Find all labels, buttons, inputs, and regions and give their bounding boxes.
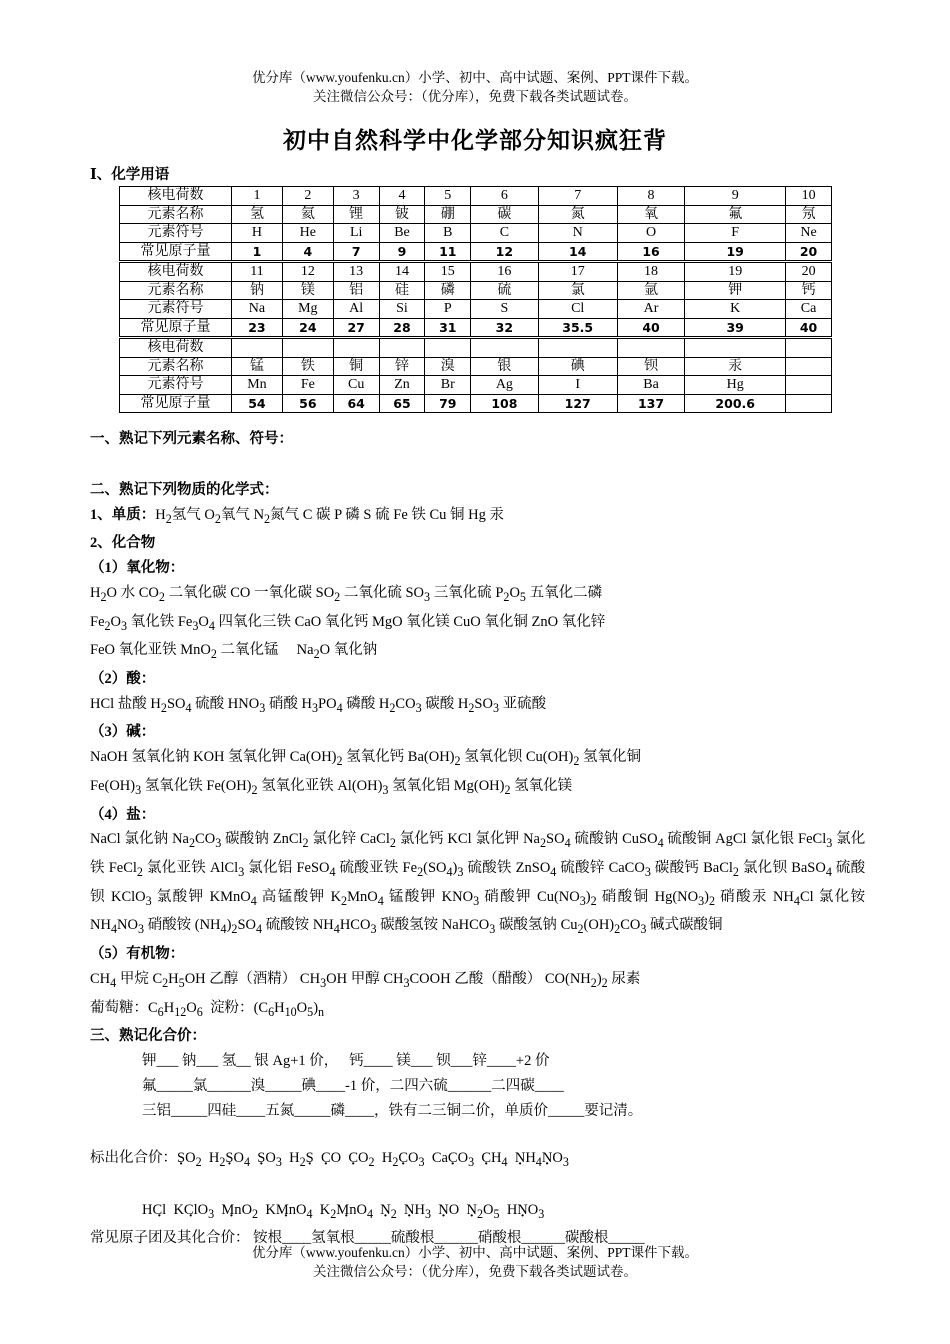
table-cell: 28 bbox=[379, 318, 425, 338]
table-cell: 钡 bbox=[617, 357, 684, 376]
table-cell: 锌 bbox=[379, 357, 425, 376]
table-cell bbox=[786, 338, 832, 358]
oxides-line-2: $Fe_2O_3$ 氧化铁 $Fe_3O_4$ 四氧化三铁 CaO 氧化钙 MgO 氧化镁 CuO 氧化铜 ZnO 氧化锌 bbox=[90, 613, 606, 633]
section-2-heading: 二、熟记下列物质的化学式： bbox=[90, 481, 279, 498]
table-cell: 4 bbox=[379, 187, 425, 206]
table-cell bbox=[333, 338, 379, 358]
footer-line-2: 关注微信公众号：（优分库），免费下载各类试题试卷。 bbox=[313, 1264, 637, 1279]
table-cell bbox=[685, 338, 786, 358]
table-cell: 溴 bbox=[425, 357, 471, 376]
table-cell bbox=[471, 338, 538, 358]
table-cell: Na bbox=[232, 300, 283, 319]
oxides-heading: （1）氧化物： bbox=[90, 560, 185, 577]
element-table-weight-row bbox=[120, 318, 832, 338]
table-cell: Cu bbox=[333, 376, 379, 395]
table-cell: 20 bbox=[786, 242, 832, 262]
table-cell: 18 bbox=[617, 262, 684, 282]
table-cell: 32 bbox=[471, 318, 538, 338]
table-cell: S bbox=[471, 300, 538, 319]
table-cell: 硅 bbox=[379, 281, 425, 300]
table-cell: F bbox=[685, 224, 786, 243]
table-cell: H bbox=[232, 224, 283, 243]
table-cell: Si bbox=[379, 300, 425, 319]
table-cell: Hg bbox=[685, 376, 786, 395]
organics-line-2: 葡萄糖：$C_6H_{12}O_6$ 淀粉：$(C_6H_{10}O_5)_n$ bbox=[90, 999, 325, 1019]
bases-line-2: $Fe(OH)_3$ 氢氧化铁 $Fe(OH)_2$ 氢氧化亚铁 $Al(OH)_3$ 氢氧化铝 $Mg(OH)_2$ 氢氧化镁 bbox=[90, 777, 573, 797]
table-cell: 氖 bbox=[786, 205, 832, 224]
table-cell: 锰 bbox=[232, 357, 283, 376]
table-cell: 16 bbox=[617, 242, 684, 262]
page-title: 初中自然科学中化学部分知识疯狂背 bbox=[283, 128, 667, 153]
table-cell: 2 bbox=[282, 187, 333, 206]
table-cell: 镁 bbox=[282, 281, 333, 300]
mark-valence-line-1: 标出化合价：$S \cdot O_2$ $H_2S \cdot O_4$ $S \cdot O_3$ $H_2S \cdot C \cdot O$ $C \cdot O_2$ $H_2C \cdot O_3$ CaC $\cdot O_3$ $C \cdot H_4$ $N \cdot H_4N \cdot O_3$ bbox=[90, 1146, 865, 1175]
table-cell: 15 bbox=[425, 262, 471, 282]
table-cell: Ag bbox=[471, 376, 538, 395]
table-cell: 14 bbox=[538, 242, 617, 262]
table-cell: 汞 bbox=[685, 357, 786, 376]
header-line-2: 关注微信公众号：（优分库），免费下载各类试题试卷。 bbox=[313, 89, 637, 104]
element-table-symbol-row bbox=[120, 376, 832, 395]
table-cell: Be bbox=[379, 224, 425, 243]
compounds-heading: 2、化合物 bbox=[90, 535, 156, 552]
table-cell bbox=[282, 338, 333, 358]
table-cell: P bbox=[425, 300, 471, 319]
table-cell: Mg bbox=[282, 300, 333, 319]
oxides-line-1: $H_2O$ 水 $CO_2$ 二氧化碳 CO 一氧化碳 $SO_2$ 二氧化硫 $SO_3$ 三氧化硫 $P_2O_5$ 五氧化二磷 bbox=[90, 584, 603, 604]
table-cell: 6 bbox=[471, 187, 538, 206]
table-cell: 锂 bbox=[333, 205, 379, 224]
table-cell bbox=[786, 394, 832, 413]
table-cell: 氩 bbox=[617, 281, 684, 300]
valence-rhyme-line-2: 氟_____氯______溴_____碘____-1 价，二四六硫______二四碳____ bbox=[142, 1077, 564, 1094]
table-cell: 31 bbox=[425, 318, 471, 338]
mark-valence-line-2: HCl · KCl $\cdot O_3$ $Mn \cdot O_2$ KMn $\cdot O_4$ $K_2Mn \cdot O_4$ $N \cdot_2$ $N \cdot H_3$ N ·O $N \cdot_2O_5$ HN $\cdot O_3$ bbox=[90, 1198, 865, 1227]
valence-rhyme-line-1: 钾___ 钠___ 氢__ 银 Ag+1 价， 钙____ 镁___ 钡___锌____+2 价 bbox=[142, 1053, 550, 1070]
table-cell: 40 bbox=[617, 318, 684, 338]
table-cell: 硫 bbox=[471, 281, 538, 300]
page-header bbox=[0, 68, 950, 106]
table-cell: 氮 bbox=[538, 205, 617, 224]
acids-line: HCl 盐酸 $H_2SO_4$ 硫酸 $HNO_3$ 硝酸 $H_3PO_4$ 磷酸 $H_2CO_3$ 碳酸 $H_2SO_3$ 亚硫酸 bbox=[90, 695, 547, 715]
table-cell bbox=[786, 376, 832, 395]
table-cell: Ca bbox=[786, 300, 832, 319]
table-cell: 钙 bbox=[786, 281, 832, 300]
table-cell: O bbox=[617, 224, 684, 243]
table-cell: 11 bbox=[232, 262, 283, 282]
table-cell: 铝 bbox=[333, 281, 379, 300]
table-cell: 4 bbox=[282, 242, 333, 262]
table-cell: 铍 bbox=[379, 205, 425, 224]
row-label: 常见原子量 bbox=[120, 242, 232, 262]
footer-line-1: 优分库（www.youfenku.cn）小学、初中、高中试题、案例、PPT课件下载。 bbox=[251, 1245, 699, 1260]
table-cell: 钾 bbox=[685, 281, 786, 300]
table-cell: 3 bbox=[333, 187, 379, 206]
row-label: 元素符号 bbox=[120, 224, 232, 243]
section-1-heading: 一、熟记下列元素名称、符号： bbox=[90, 431, 293, 447]
table-cell: 碘 bbox=[538, 357, 617, 376]
table-cell: 1 bbox=[232, 187, 283, 206]
table-cell: 27 bbox=[333, 318, 379, 338]
page-footer bbox=[0, 1243, 950, 1281]
acids-heading: （2）酸： bbox=[90, 670, 156, 687]
element-table-name-row bbox=[120, 281, 832, 300]
row-label: 核电荷数 bbox=[120, 338, 232, 358]
salts-paragraph: NaCl 氯化钠 $Na_2CO_3$ 碳酸钠 ZnCl$_2$ 氯化锌 CaCl$_2$ 氯化钙 KCl 氯化钾 $Na_2SO_4$ 硫酸钠 CuSO$_4$ 硫酸铜 AgCl 氯化银 FeCl$_3$ 氯化铁 FeCl$_2$ 氯化亚铁 AlCl$_3$ 氯化铝 FeSO$_4$ 硫酸亚铁 $Fe_2(SO_4)_3$ 硫酸铁 ZnSO$_4$ 硫酸锌 CaCO$_3$ 碳酸钙 BaCl$_2$ 氯化钡 BaSO$_4$ 硫酸钡 KClO$_3$ 氯酸钾 KMnO$_4$ 高锰酸钾 $K_2MnO_4$ 锰酸钾 $KNO_3$ 硝酸钾 $Cu(NO_3)_2$ 硝酸铜 $Hg(NO_3)_2$ 硝酸汞 $NH_4Cl$ 氯化铵 $NH_4NO_3$ 硝酸铵 $(NH_4)_2SO_4$ 硫酸铵 $NH_4HCO_3$ 碳酸氢铵 NaHCO$_3$ 碳酸氢钠 $Cu_2(OH)_2CO_3$ 碱式碳酸铜 bbox=[90, 831, 866, 937]
table-cell: 108 bbox=[471, 394, 538, 413]
element-table-weight-row bbox=[120, 242, 832, 262]
oxides-line-3: FeO 氧化亚铁 MnO$_2$ 二氧化锰 $Na_2O$ 氧化钠 bbox=[90, 642, 378, 662]
table-cell: 35.5 bbox=[538, 318, 617, 338]
table-cell: 银 bbox=[471, 357, 538, 376]
table-cell bbox=[379, 338, 425, 358]
table-cell: 137 bbox=[617, 394, 684, 413]
element-table-charge-row bbox=[120, 338, 832, 358]
table-cell: 1 bbox=[232, 242, 283, 262]
table-cell: 10 bbox=[786, 187, 832, 206]
valence-rhyme-line-3: 三铝_____四硅____五氮_____磷____，铁有二三铜二价，单质价_____要记清。 bbox=[142, 1102, 643, 1119]
table-cell: Ne bbox=[786, 224, 832, 243]
table-cell: Cl bbox=[538, 300, 617, 319]
table-cell: 9 bbox=[379, 242, 425, 262]
table-cell: 磷 bbox=[425, 281, 471, 300]
element-table-weight-row bbox=[120, 394, 832, 413]
radicals-line: 常见原子团及其化合价： 铵根____氢氧根_____硫酸根______硝酸根______碳酸根_____ bbox=[90, 1229, 645, 1246]
bases-heading: （3）碱： bbox=[90, 724, 156, 741]
row-label: 元素符号 bbox=[120, 300, 232, 319]
table-cell: 9 bbox=[685, 187, 786, 206]
header-line-1: 优分库（www.youfenku.cn）小学、初中、高中试题、案例、PPT课件下载。 bbox=[251, 70, 699, 85]
table-cell: 20 bbox=[786, 262, 832, 282]
table-cell: 8 bbox=[617, 187, 684, 206]
bases-line-1: NaOH 氢氧化钠 KOH 氢氧化钾 $Ca(OH)_2$ 氢氧化钙 $Ba(OH)_2$ 氢氧化钡 $Cu(OH)_2$ 氢氧化铜 bbox=[90, 749, 642, 769]
table-cell: I bbox=[538, 376, 617, 395]
table-cell bbox=[786, 357, 832, 376]
table-cell: 12 bbox=[282, 262, 333, 282]
table-cell: Fe bbox=[282, 376, 333, 395]
row-label: 核电荷数 bbox=[120, 262, 232, 282]
table-cell: 14 bbox=[379, 262, 425, 282]
organics-heading: （5）有机物： bbox=[90, 946, 185, 963]
table-cell: 16 bbox=[471, 262, 538, 282]
table-cell: C bbox=[471, 224, 538, 243]
element-table-symbol-row bbox=[120, 300, 832, 319]
table-cell: 54 bbox=[232, 394, 283, 413]
row-label: 核电荷数 bbox=[120, 187, 232, 206]
table-cell: Mn bbox=[232, 376, 283, 395]
table-cell bbox=[232, 338, 283, 358]
element-table bbox=[119, 186, 832, 413]
table-cell: 5 bbox=[425, 187, 471, 206]
organics-line-1: $CH_4$ 甲烷 $C_2H_5OH$ 乙醇（酒精） $CH_3OH$ 甲醇 $CH_3COOH$ 乙酸（醋酸） $CO(NH_2)_2$ 尿素 bbox=[90, 970, 641, 990]
table-cell: 硼 bbox=[425, 205, 471, 224]
row-label: 常见原子量 bbox=[120, 394, 232, 413]
table-cell: 19 bbox=[685, 262, 786, 282]
table-cell: 56 bbox=[282, 394, 333, 413]
table-cell: 39 bbox=[685, 318, 786, 338]
table-cell: 64 bbox=[333, 394, 379, 413]
table-cell: 11 bbox=[425, 242, 471, 262]
element-table-name-row bbox=[120, 205, 832, 224]
table-cell: 氯 bbox=[538, 281, 617, 300]
element-table-charge-row bbox=[120, 262, 832, 282]
table-cell: 铁 bbox=[282, 357, 333, 376]
table-cell: 氦 bbox=[282, 205, 333, 224]
table-cell: 40 bbox=[786, 318, 832, 338]
table-cell: Br bbox=[425, 376, 471, 395]
table-cell: 铜 bbox=[333, 357, 379, 376]
table-cell: 17 bbox=[538, 262, 617, 282]
table-cell: 19 bbox=[685, 242, 786, 262]
elements-line: 1、单质：$H_2$氢气 $O_2$氧气 $N_2$氮气 C 碳 P 磷 S 硫 Fe 铁 Cu 铜 Hg 汞 bbox=[90, 506, 505, 526]
salts-heading: （4）盐： bbox=[90, 806, 156, 823]
table-cell: 氧 bbox=[617, 205, 684, 224]
element-table-symbol-row bbox=[120, 224, 832, 243]
section-chem-terms: Ⅰ、化学用语 bbox=[90, 167, 170, 183]
table-cell: He bbox=[282, 224, 333, 243]
element-table-name-row bbox=[120, 357, 832, 376]
table-cell: 氢 bbox=[232, 205, 283, 224]
section-3-heading: 三、熟记化合价： bbox=[90, 1028, 206, 1045]
row-label: 元素名称 bbox=[120, 357, 232, 376]
table-cell: 65 bbox=[379, 394, 425, 413]
table-cell: 钠 bbox=[232, 281, 283, 300]
table-cell: Ar bbox=[617, 300, 684, 319]
table-cell: 碳 bbox=[471, 205, 538, 224]
table-cell: N bbox=[538, 224, 617, 243]
table-cell: 200.6 bbox=[685, 394, 786, 413]
row-label: 元素符号 bbox=[120, 376, 232, 395]
table-cell: Ba bbox=[617, 376, 684, 395]
table-cell bbox=[617, 338, 684, 358]
table-cell bbox=[538, 338, 617, 358]
table-cell: 7 bbox=[333, 242, 379, 262]
table-cell: 127 bbox=[538, 394, 617, 413]
table-cell: Al bbox=[333, 300, 379, 319]
table-cell: Li bbox=[333, 224, 379, 243]
table-cell: 24 bbox=[282, 318, 333, 338]
table-cell: B bbox=[425, 224, 471, 243]
table-cell: 13 bbox=[333, 262, 379, 282]
row-label: 元素名称 bbox=[120, 281, 232, 300]
table-cell: Zn bbox=[379, 376, 425, 395]
document-body bbox=[90, 164, 865, 1249]
table-cell: K bbox=[685, 300, 786, 319]
table-cell bbox=[425, 338, 471, 358]
table-cell: 7 bbox=[538, 187, 617, 206]
table-cell: 23 bbox=[232, 318, 283, 338]
row-label: 常见原子量 bbox=[120, 318, 232, 338]
table-cell: 氟 bbox=[685, 205, 786, 224]
row-label: 元素名称 bbox=[120, 205, 232, 224]
element-table-charge-row bbox=[120, 187, 832, 206]
table-cell: 12 bbox=[471, 242, 538, 262]
table-cell: 79 bbox=[425, 394, 471, 413]
